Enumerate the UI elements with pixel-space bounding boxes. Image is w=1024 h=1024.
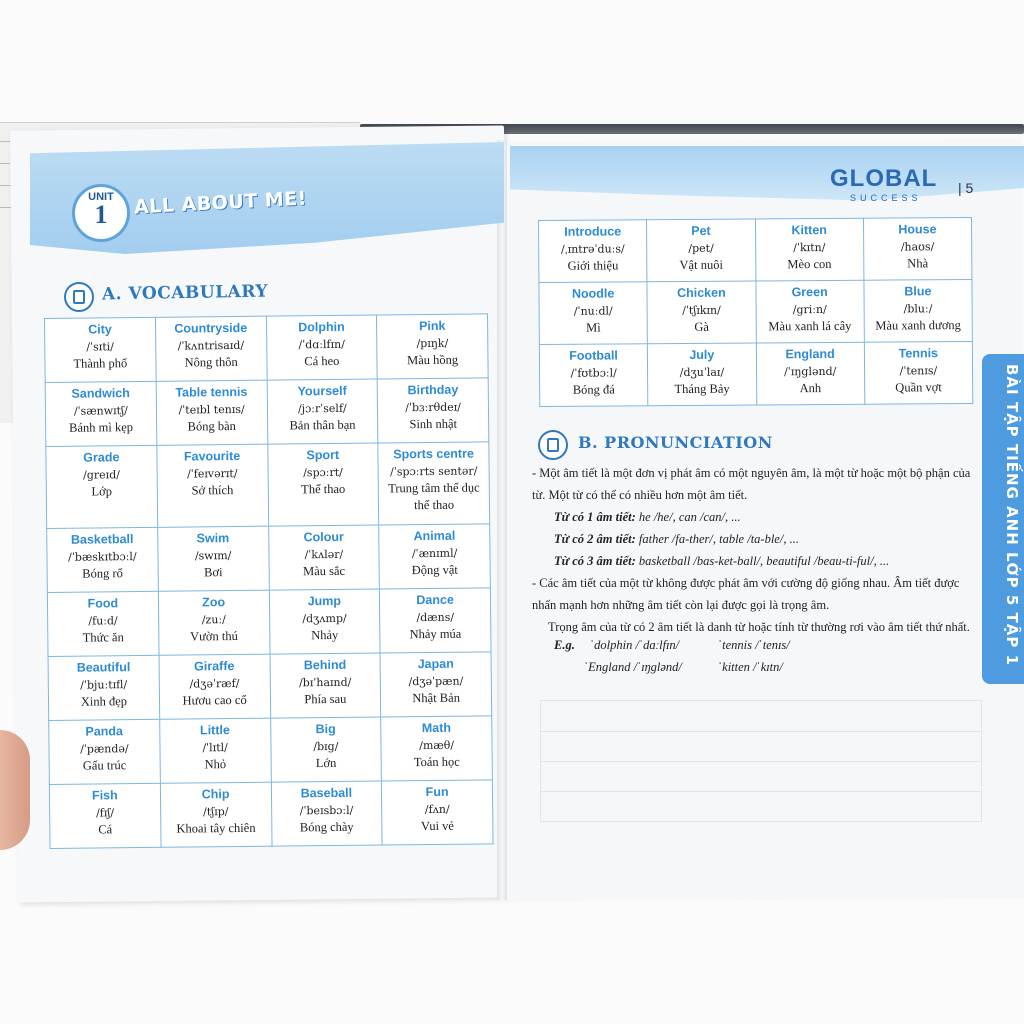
vocab-ipa: /jɔːrˈself/: [297, 401, 347, 416]
vocab-meaning: Màu hồng: [406, 352, 459, 368]
bleed-through-table: [540, 700, 982, 822]
vocab-row: [47, 588, 491, 657]
vocab-ipa: /ˈbeɪsbɔːl/: [299, 803, 354, 818]
vocab-ipa: /pɪŋk/: [416, 336, 449, 351]
vocab-meaning: Hươu cao cổ: [182, 692, 247, 708]
vocab-cell: [863, 217, 972, 280]
vocab-ipa: /pet/: [688, 241, 714, 255]
vocab-row: [49, 780, 493, 849]
vocab-word: Kitten: [791, 222, 827, 238]
vocab-cell: [156, 380, 267, 445]
vocab-ipa: /dʒuˈlaɪ/: [679, 365, 725, 380]
vocab-meaning: Bơi: [204, 565, 223, 580]
vocab-ipa: /ˈpændə/: [80, 742, 129, 756]
example-3-syllable: [554, 550, 980, 572]
example-1-text: he /he/, can /can/, ...: [635, 510, 741, 524]
vocab-word: Fish: [91, 788, 118, 803]
vocab-meaning: Lớn: [315, 755, 337, 771]
vocab-ipa: /ˈsænwɪtʃ/: [73, 404, 128, 418]
vocab-ipa: /dʒʌmp/: [302, 611, 347, 626]
page-number: | 5: [958, 180, 974, 196]
vocab-ipa: /fɪʃ/: [95, 806, 115, 820]
vocab-cell: [377, 314, 488, 379]
pronunciation-icon: [538, 430, 568, 460]
example-1-syllable: [554, 506, 980, 528]
vocab-cell: [49, 783, 160, 848]
vocab-ipa: /zuː/: [201, 613, 226, 627]
vocab-cell: [157, 526, 268, 591]
vocab-cell: [155, 316, 266, 381]
vocabulary-table-right: [538, 217, 973, 407]
vocab-word: Blue: [904, 284, 932, 299]
eg-tennis: ˈtennis /ˈtenɪs/: [718, 638, 790, 652]
vocab-ipa: /bɪg/: [313, 739, 339, 754]
vocab-cell: [382, 780, 493, 845]
vocab-meaning: Gà: [694, 319, 709, 334]
vocab-word: Green: [791, 284, 828, 300]
vocab-word: Sandwich: [71, 386, 130, 401]
vocab-word: Sports centre: [393, 446, 474, 462]
vocab-meaning: Cá heo: [304, 353, 340, 369]
vocab-row: [539, 279, 972, 344]
vocab-word: Swim: [196, 531, 230, 546]
vocab-ipa: /ˈlɪtl/: [202, 741, 228, 755]
vocab-cell: [46, 445, 158, 528]
vocab-meaning: Bóng đá: [572, 382, 615, 397]
unit-label: UNIT: [88, 191, 114, 203]
pronunciation-heading: B. PRONUNCIATION: [578, 433, 773, 452]
vocab-meaning: Nhà: [907, 256, 929, 271]
vocab-ipa: /ˈspɔːrts sentər/: [390, 464, 478, 479]
vocab-word: Basketball: [70, 532, 134, 547]
vocab-word: Fun: [425, 784, 449, 800]
vocab-ipa: /ˈdɑːlfɪn/: [298, 337, 345, 352]
vocab-ipa: /ˈɪŋglənd/: [784, 364, 837, 379]
vocab-ipa: /ˈænɪml/: [411, 546, 458, 561]
vocab-ipa: /fʌn/: [424, 802, 450, 817]
vocab-ipa: /ˈbæskɪtbɔːl/: [68, 550, 137, 564]
vocab-cell: [379, 524, 490, 589]
vocab-meaning: Tháng Bảy: [674, 381, 730, 397]
vocab-cell: [267, 379, 378, 444]
vocab-meaning: Quần vợt: [895, 380, 942, 395]
vocab-cell: [269, 589, 380, 654]
vocab-word: Giraffe: [194, 659, 235, 674]
vocab-cell: [158, 590, 269, 655]
eg-label: E.g.: [554, 638, 575, 652]
vocab-meaning: Thể thao: [301, 481, 346, 497]
vocab-ipa: /haʊs/: [900, 240, 935, 254]
vocab-meaning: Sở thích: [191, 483, 234, 498]
vocab-row: [47, 524, 491, 593]
vocab-ipa: /dæns/: [416, 610, 455, 625]
vocab-ipa: /ˈfʊtbɔːl/: [570, 366, 617, 380]
vocab-meaning: Vui vẻ: [420, 818, 455, 834]
vocab-word: Pink: [418, 318, 446, 334]
vocab-word: Yourself: [297, 383, 347, 399]
vocab-cell: [539, 220, 648, 283]
vocabulary-heading: A. VOCABULARY: [101, 281, 269, 305]
vocab-word: England: [785, 346, 835, 362]
vocab-word: Food: [87, 596, 119, 611]
vocab-cell: [756, 342, 865, 405]
eg-england: ˈEngland /ˈɪŋglənd/: [584, 660, 682, 674]
vocab-cell: [271, 781, 382, 846]
eg-kitten: ˈkitten /ˈkɪtn/: [718, 660, 783, 674]
vocab-word: Animal: [413, 528, 456, 544]
vocabulary-table-left: [44, 313, 494, 849]
vocab-meaning: Động vật: [411, 562, 458, 578]
vocab-ipa: /bɪˈhaɪnd/: [298, 675, 352, 690]
vocab-meaning: Nhỏ: [204, 757, 227, 772]
vocab-ipa: /spɔːrt/: [303, 465, 343, 480]
vocab-ipa: /dʒəˈræf/: [189, 676, 240, 691]
vocab-word: Sport: [306, 447, 340, 463]
vocab-meaning: Nhảy: [311, 627, 339, 643]
vocab-word: Football: [569, 348, 618, 363]
vocab-cell: [48, 655, 159, 720]
example-2-label: Từ có 2 âm tiết:: [554, 532, 636, 546]
vocab-word: Table tennis: [175, 384, 248, 400]
vocab-word: Chicken: [677, 285, 726, 301]
vocab-ipa: /mæθ/: [419, 738, 455, 753]
vocab-cell: [267, 443, 379, 526]
vocab-ipa: /greɪd/: [83, 468, 120, 482]
vocab-row: [539, 341, 972, 406]
vocab-meaning: Khoai tây chiên: [176, 820, 256, 836]
vocab-cell: [647, 219, 756, 282]
vocab-word: Noodle: [571, 286, 615, 301]
vocab-meaning: Mèo con: [787, 256, 832, 272]
vocab-ipa: /ˈkɪtn/: [793, 240, 826, 255]
vocab-word: Pet: [691, 223, 711, 238]
unit-number: 1: [94, 200, 108, 229]
vocab-cell: [157, 444, 269, 527]
vocab-meaning: Anh: [799, 381, 822, 396]
vocab-meaning: Nhảy múa: [409, 626, 462, 642]
finger: [0, 730, 30, 850]
vocab-cell: [378, 442, 490, 525]
vocab-word: Chip: [201, 787, 230, 802]
vocab-meaning: Giới thiệu: [567, 258, 619, 273]
vocab-ipa: /ˈsɪti/: [86, 340, 115, 354]
vocab-cell: [270, 653, 381, 718]
vocab-meaning: Phía sau: [304, 691, 347, 707]
vocab-word: Behind: [303, 657, 347, 673]
vocab-meaning: Màu xanh lá cây: [768, 318, 852, 334]
vocab-word: July: [689, 347, 715, 362]
vocab-word: Beautiful: [76, 660, 131, 675]
vocab-ipa: /ˈbɜːrθdeɪ/: [405, 400, 462, 415]
vocab-cell: [159, 654, 270, 719]
vocab-cell: [160, 782, 271, 847]
vocab-meaning: Nhật Bản: [412, 690, 460, 706]
vocab-word: Grade: [83, 450, 120, 465]
vocab-meaning: Cá: [98, 822, 113, 837]
vocab-ipa: /ˈbjuːtɪfl/: [80, 678, 128, 692]
vocab-cell: [539, 344, 648, 407]
vocab-word: Dance: [416, 592, 454, 608]
unit-title: ALL ABOUT ME!: [133, 187, 308, 219]
vocab-word: Baseball: [300, 785, 353, 801]
vocab-cell: [755, 280, 864, 343]
vocab-cell: [377, 378, 488, 443]
vocab-meaning: Lớp: [91, 484, 113, 499]
unit-badge: [72, 184, 130, 242]
vocab-word: Little: [199, 723, 230, 738]
vocab-cell: [45, 317, 156, 382]
vocab-cell: [755, 218, 864, 281]
example-2-text: father /fa-ther/, table /ta-ble/, ...: [635, 532, 799, 546]
vocab-meaning: Bánh mì kẹp: [68, 420, 134, 435]
vocab-ipa: /swɪm/: [194, 549, 232, 563]
vocab-meaning: Màu sắc: [302, 563, 346, 579]
vocab-word: Introduce: [564, 224, 622, 239]
vocab-ipa: /fuːd/: [88, 614, 118, 628]
vocab-meaning: Gấu trúc: [82, 758, 127, 773]
vocab-row: [45, 314, 489, 383]
vocab-meaning: Bóng rổ: [82, 566, 123, 581]
vocab-ipa: /ˈkʌlər/: [304, 547, 344, 562]
vocab-word: Dolphin: [298, 319, 345, 335]
vocab-ipa: /ˌɪntrəˈduːs/: [560, 242, 625, 256]
vocab-ipa: /ˈkʌntrisaɪd/: [177, 338, 245, 353]
vocab-meaning: Màu xanh dương: [875, 318, 961, 333]
example-1-label: Từ có 1 âm tiết:: [554, 510, 636, 524]
vocab-meaning: Bóng bàn: [187, 418, 236, 434]
vocab-cell: [539, 282, 648, 345]
vocab-word: Japan: [417, 656, 454, 672]
logo: GLOBAL: [830, 165, 938, 192]
vocab-word: City: [88, 322, 112, 337]
vocab-cell: [864, 279, 973, 342]
example-2-syllable: [554, 528, 980, 550]
vocab-word: Favourite: [183, 448, 241, 464]
side-tab-label: BÀI TẬP TIẾNG ANH LỚP 5 TẬP 1: [1003, 364, 1021, 667]
vocab-meaning: Vườn thú: [190, 628, 238, 644]
vocab-word: Colour: [303, 529, 344, 545]
example-3-label: Từ có 3 âm tiết:: [554, 554, 636, 568]
vocab-row: [48, 652, 492, 721]
vocabulary-icon: [64, 282, 94, 312]
vocab-cell: [648, 343, 757, 406]
vocab-meaning: Bóng chày: [299, 819, 354, 835]
vocab-cell: [380, 588, 491, 653]
vocab-meaning: Trung tâm thể dục thể thao: [388, 480, 480, 513]
vocab-cell: [270, 717, 381, 782]
vocab-word: Tennis: [898, 346, 939, 361]
vocab-word: Math: [421, 720, 452, 736]
vocab-cell: [45, 381, 156, 446]
vocab-cell: [381, 716, 492, 781]
vocab-cell: [47, 527, 158, 592]
vocab-cell: [864, 341, 973, 404]
vocab-ipa: /ˈnuːdl/: [573, 304, 613, 318]
vocab-meaning: Vật nuôi: [679, 257, 723, 273]
vocab-ipa: /ˈtenɪs/: [899, 364, 938, 378]
vocab-word: House: [898, 222, 937, 237]
vocab-cell: [47, 591, 158, 656]
vocab-ipa: /ˈteɪbl tenɪs/: [178, 402, 245, 417]
paragraph-stress: - Các âm tiết của một từ không được phát âm với cường độ giống nhau. Âm tiết được nhấn mạnh hơn những âm tiết còn lại được gọi là trọng âm.: [532, 576, 960, 612]
vocab-cell: [268, 525, 379, 590]
book-spine: [497, 140, 507, 900]
vocab-meaning: Nông thôn: [184, 354, 238, 370]
vocab-row: [49, 716, 493, 785]
vocab-ipa: /bluː/: [903, 302, 933, 316]
example-3-text: basketball /bas-ket-ball/, beautiful /beau-ti-ful/, ...: [635, 554, 890, 568]
vocab-cell: [266, 315, 377, 380]
vocab-meaning: Bản thân bạn: [289, 417, 356, 433]
vocab-row: [45, 378, 489, 447]
vocab-meaning: Sinh nhật: [409, 416, 458, 432]
vocab-cell: [647, 281, 756, 344]
vocab-meaning: Toán học: [413, 754, 460, 770]
vocab-meaning: Thức ăn: [82, 630, 124, 645]
pronunciation-text: [532, 462, 980, 638]
vocab-meaning: Mì: [586, 320, 601, 335]
vocab-ipa: /ˈtʃɪkɪn/: [682, 303, 721, 317]
paragraph-stress-rule: Trọng âm của từ có 2 âm tiết là danh từ hoặc tính từ thường rơi vào âm tiết thứ nhất.: [548, 620, 970, 634]
vocab-ipa: /griːn/: [792, 302, 827, 317]
vocab-row: [539, 217, 972, 282]
vocab-row: [46, 442, 490, 529]
vocab-ipa: /dʒəˈpæn/: [408, 674, 464, 689]
vocab-word: Panda: [85, 724, 124, 739]
vocab-word: Zoo: [202, 595, 226, 610]
vocab-ipa: /ˈfeɪvərɪt/: [186, 466, 238, 481]
vocab-ipa: /tʃɪp/: [203, 805, 229, 819]
vocab-meaning: Thành phố: [73, 356, 128, 371]
vocab-meaning: Xinh đẹp: [80, 694, 128, 709]
vocab-word: Big: [315, 721, 336, 737]
vocab-word: Countryside: [174, 320, 248, 336]
vocab-cell: [380, 652, 491, 717]
logo-subtitle: SUCCESS: [850, 193, 922, 203]
vocab-cell: [49, 719, 160, 784]
vocab-word: Birthday: [407, 382, 459, 398]
vocab-cell: [159, 718, 270, 783]
eg-dolphin: ˈdolphin /ˈdɑːlfɪn/: [590, 638, 680, 652]
paragraph-syllable: - Một âm tiết là một đơn vị phát âm có một nguyên âm, là một từ hoặc một bộ phận của từ. Một từ có thể có nhiều hơn một âm tiết.: [532, 466, 971, 502]
vocab-word: Jump: [307, 593, 342, 609]
